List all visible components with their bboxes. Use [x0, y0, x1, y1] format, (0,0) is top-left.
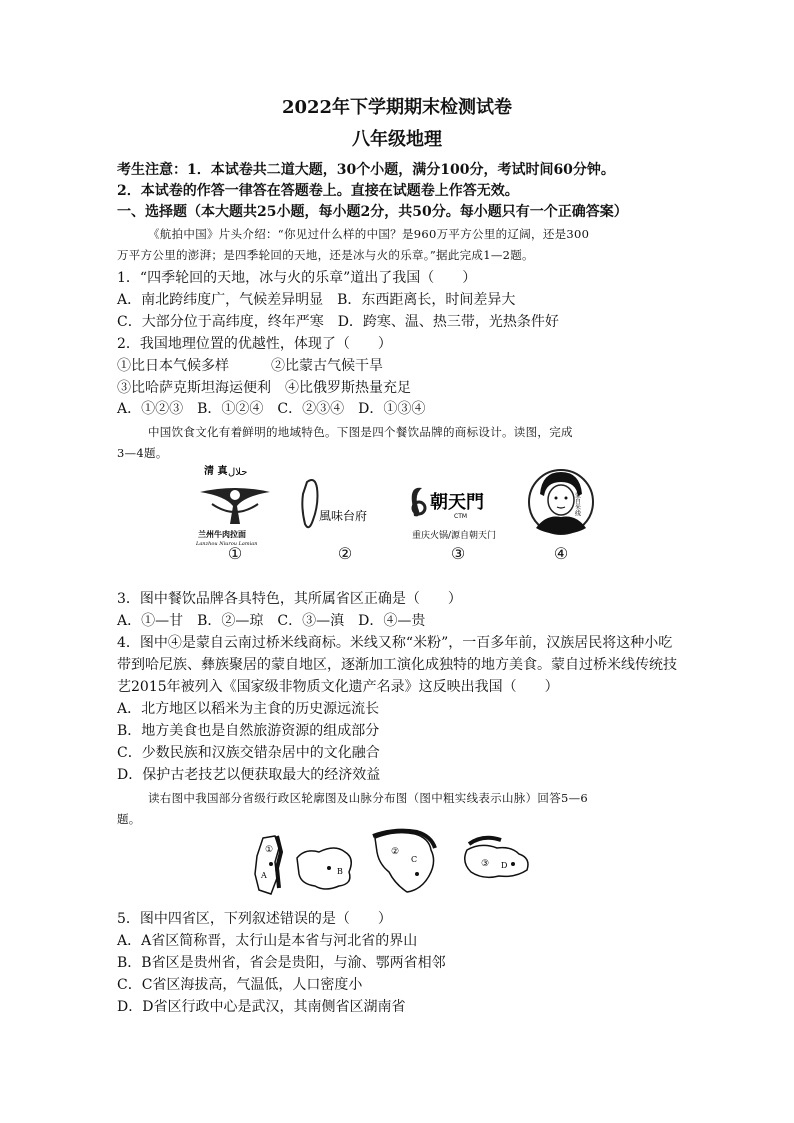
q1-stem: 1．“四季轮回的天地，冰与火的乐章”道出了我国（ ） — [117, 270, 477, 286]
map-label-3: ③ — [481, 859, 490, 869]
q4-line-3: 艺2015年被列入《国家级非物质文化遗产名录》这反映出我国（ ） — [117, 679, 559, 695]
logo-1-arabic-text: حلال — [228, 467, 248, 478]
map-label-d: D — [501, 861, 508, 870]
province-outline-maps — [245, 828, 545, 902]
logo-3-sub-text: 重庆火锅/源自朝天门 — [412, 531, 497, 541]
logo-2-name-text: 風味台府 — [319, 509, 368, 523]
q2-stem: 2．我国地理位置的优越性，体现了（ ） — [117, 336, 392, 352]
notice-line-2: 2．本试卷的作答一律答在答题卷上。直接在试题卷上作答无效。 — [117, 183, 519, 199]
q2-options: A．①②③ B．①②④ C．②③④ D．①③④ — [117, 401, 426, 417]
logo-3-ctm-text: CTM — [454, 513, 468, 520]
q5-option-b: B．B省区是贵州省，省会是贵阳，与渝、鄂两省相邻 — [117, 955, 446, 971]
q1-options-cd: C．大部分位于高纬度，终年严寒 D．跨寒、温、热三带，光热条件好 — [117, 314, 559, 330]
q2-row-2: ③比哈萨克斯坦海运便利 ④比俄罗斯热量充足 — [117, 380, 411, 396]
logo-chaotianmen — [408, 482, 508, 544]
map-label-2: ② — [391, 847, 400, 857]
q4-line-1: 4．图中④是蒙自云南过桥米线商标。米线又称“米粉”，一百多年前，汉族居民将这种小吃 — [117, 635, 673, 651]
logo-caption-1: ① — [227, 544, 243, 563]
map-label-b: B — [337, 867, 343, 876]
exam-title: 2022年下学期期末检测试卷 — [281, 97, 513, 118]
passage-2-line-1: 中国饮食文化有着鲜明的地域特色。下图是四个餐饮品牌的商标设计。读图，完成 — [148, 425, 573, 439]
notice-line-1: 考生注意：1．本试卷共二道大题，30个小题，满分100分，考试时间60分钟。 — [117, 162, 615, 178]
passage-2-line-2: 3—4题。 — [117, 446, 168, 460]
q5-option-d: D．D省区行政中心是武汉，其南侧省区湖南省 — [117, 999, 406, 1015]
q4-line-2: 带到哈尼族、彝族聚居的蒙自地区，逐渐加工演化成独特的地方美食。蒙自过桥米线传统技 — [117, 657, 677, 673]
q3-options: A．①—甘 B．②—琼 C．③—滇 D．④—贵 — [117, 613, 426, 629]
logo-caption-3: ③ — [450, 544, 466, 563]
map-label-a: A — [261, 871, 267, 880]
passage-3-line-1: 读右图中我国部分省级行政区轮廓图及山脉分布图（图中粗实线表示山脉）回答5—6 — [148, 791, 589, 805]
logo-3-brand-text: 朝天門 — [430, 492, 484, 513]
q4-option-c: C．少数民族和汉族交错杂居中的文化融合 — [117, 745, 380, 761]
map-label-c: C — [411, 855, 418, 864]
q1-options-ab: A．南北跨纬度广，气候差异明显 B．东西距离长，时间差异大 — [117, 292, 516, 308]
exam-subtitle: 八年级地理 — [352, 129, 442, 150]
q4-option-b: B．地方美食也是自然旅游资源的组成部分 — [117, 723, 380, 739]
section-heading: 一、选择题（本大题共25小题，每小题2分，共50分。每小题只有一个正确答案） — [117, 204, 628, 220]
logo-caption-2: ② — [337, 544, 353, 563]
logo-mengzi-noodle — [526, 462, 596, 546]
restaurant-logos-figure — [190, 462, 600, 570]
logo-caption-4: ④ — [553, 544, 569, 563]
q5-option-a: A．A省区简称晋，太行山是本省与河北省的界山 — [117, 933, 418, 949]
logo-1-pinyin-text: Lanzhou Niurou Lamian — [196, 541, 258, 546]
passage-1-line-2: 万平方公里的澎湃；是四季轮回的天地，还是冰与火的乐章。”据此完成1—2题。 — [117, 248, 534, 262]
passage-3-line-2: 题。 — [117, 812, 141, 826]
map-label-1: ① — [265, 845, 274, 855]
logo-lanzhou-noodle — [190, 462, 280, 546]
q2-row-1: ①比日本气候多样 ②比蒙古气候干旱 — [117, 358, 383, 374]
q4-option-d: D．保护古老技艺以便获取最大的经济效益 — [117, 767, 381, 783]
logo-1-name-text: 兰州牛肉拉面 — [198, 529, 246, 539]
q5-stem: 5．图中四省区，下列叙述错误的是（ ） — [117, 911, 392, 927]
q3-stem: 3．图中餐饮品牌各具特色，其所属省区正确是（ ） — [117, 591, 462, 607]
logo-1-top-text: 清 真 — [204, 466, 228, 477]
passage-1-line-1: 《航拍中国》片头介绍：“你见过什么样的中国？是960万平方公里的辽阔，还是300 — [148, 227, 590, 241]
logo-4-text: 蒙自米线 — [573, 492, 581, 516]
q5-option-c: C．C省区海拔高，气温低，人口密度小 — [117, 977, 363, 993]
logo-taiwan-flavor — [295, 474, 385, 540]
q4-option-a: A．北方地区以稻米为主食的历史源远流长 — [117, 701, 380, 717]
